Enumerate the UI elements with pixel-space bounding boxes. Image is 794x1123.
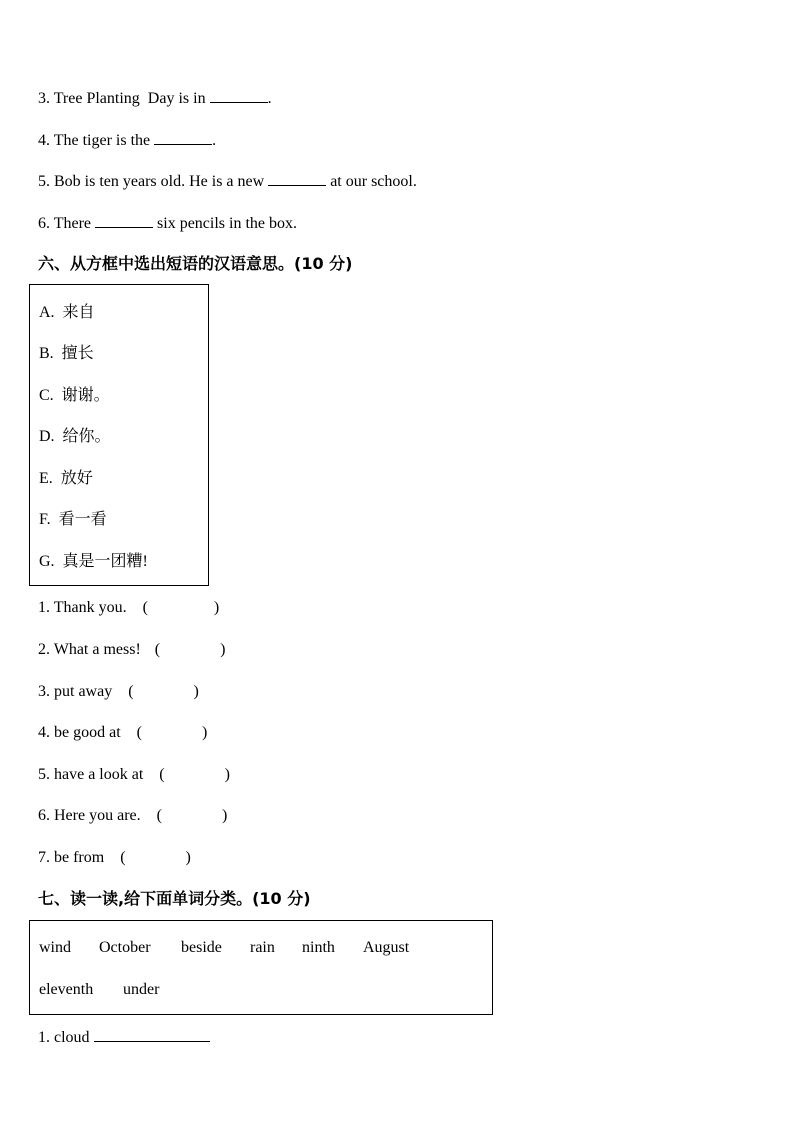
question-text: 4. The tiger is the [38,132,155,149]
question-7-1 [38,1027,210,1048]
question-6-1 [38,598,219,618]
option-g: G. 真是一团糟! [39,553,148,570]
question-text: 4. be good at [38,724,121,741]
word-item: eleventh [39,981,94,998]
question-text: 1. Thank you. [38,599,127,616]
question-text: 6. Here you are. [38,807,141,824]
question-5-6 [38,213,297,234]
section-7-heading: 七、读一读,给下面单词分类。(10 分) [38,889,311,908]
word-item: wind [39,939,71,956]
question-text: 1. cloud [38,1029,94,1046]
question-5-5 [38,171,417,192]
option-a: A. 来自 [39,304,95,321]
option-f: F. 看一看 [39,511,107,528]
answer-blank[interactable] [94,1027,210,1042]
paren-open: ( [128,683,134,700]
option-e: E. 放好 [39,470,93,487]
question-text-end: at our school. [326,173,417,190]
question-text: 5. Bob is ten years old. He is a new [38,173,269,190]
paren-open: ( [159,766,165,783]
answer-blank[interactable] [95,213,153,228]
paren-close: ) [193,683,199,700]
question-text-end: six pencils in the box. [153,215,297,232]
paren-open: ( [120,849,126,866]
paren-open: ( [136,724,142,741]
paren-close: ) [201,724,208,741]
paren-open: ( [142,599,148,616]
question-6-6 [38,806,227,826]
word-item: rain [250,939,275,956]
question-text: 7. be from [38,849,105,866]
question-6-4 [38,723,207,743]
answer-blank[interactable] [268,171,326,186]
paren-close: ) [213,599,220,616]
question-5-4 [38,130,216,151]
paren-open: ( [156,807,162,824]
section-6-heading: 六、从方框中选出短语的汉语意思。(10 分) [38,254,353,273]
question-text-end: . [212,132,217,149]
word-item: ninth [302,939,335,956]
word-item: October [99,939,151,956]
paren-open: ( [154,641,161,658]
question-6-3 [38,682,199,702]
paren-close: ) [221,807,228,824]
paren-close: ) [224,766,230,783]
answer-blank[interactable] [154,130,212,145]
option-d: D. 给你。 [39,428,111,445]
question-text: 6. There [38,215,96,232]
question-text: 3. Tree Planting Day is in [38,90,210,107]
question-text: 2. What a mess! [38,641,141,658]
question-6-5 [38,765,230,785]
question-5-3 [38,88,272,109]
question-text: 3. put away [38,683,113,700]
word-item: beside [181,939,222,956]
question-6-7 [38,848,191,868]
word-item: under [123,981,160,998]
option-b: B. 擅长 [39,345,94,362]
question-6-2 [38,640,225,660]
answer-blank[interactable] [210,88,268,103]
paren-close: ) [185,849,191,866]
options-box [29,284,209,586]
word-item: August [363,939,410,956]
question-text: 5. have a look at [38,766,144,783]
question-text-end: . [267,90,272,107]
option-c: C. 谢谢。 [39,387,110,404]
word-box [29,920,493,1015]
paren-close: ) [220,641,226,658]
